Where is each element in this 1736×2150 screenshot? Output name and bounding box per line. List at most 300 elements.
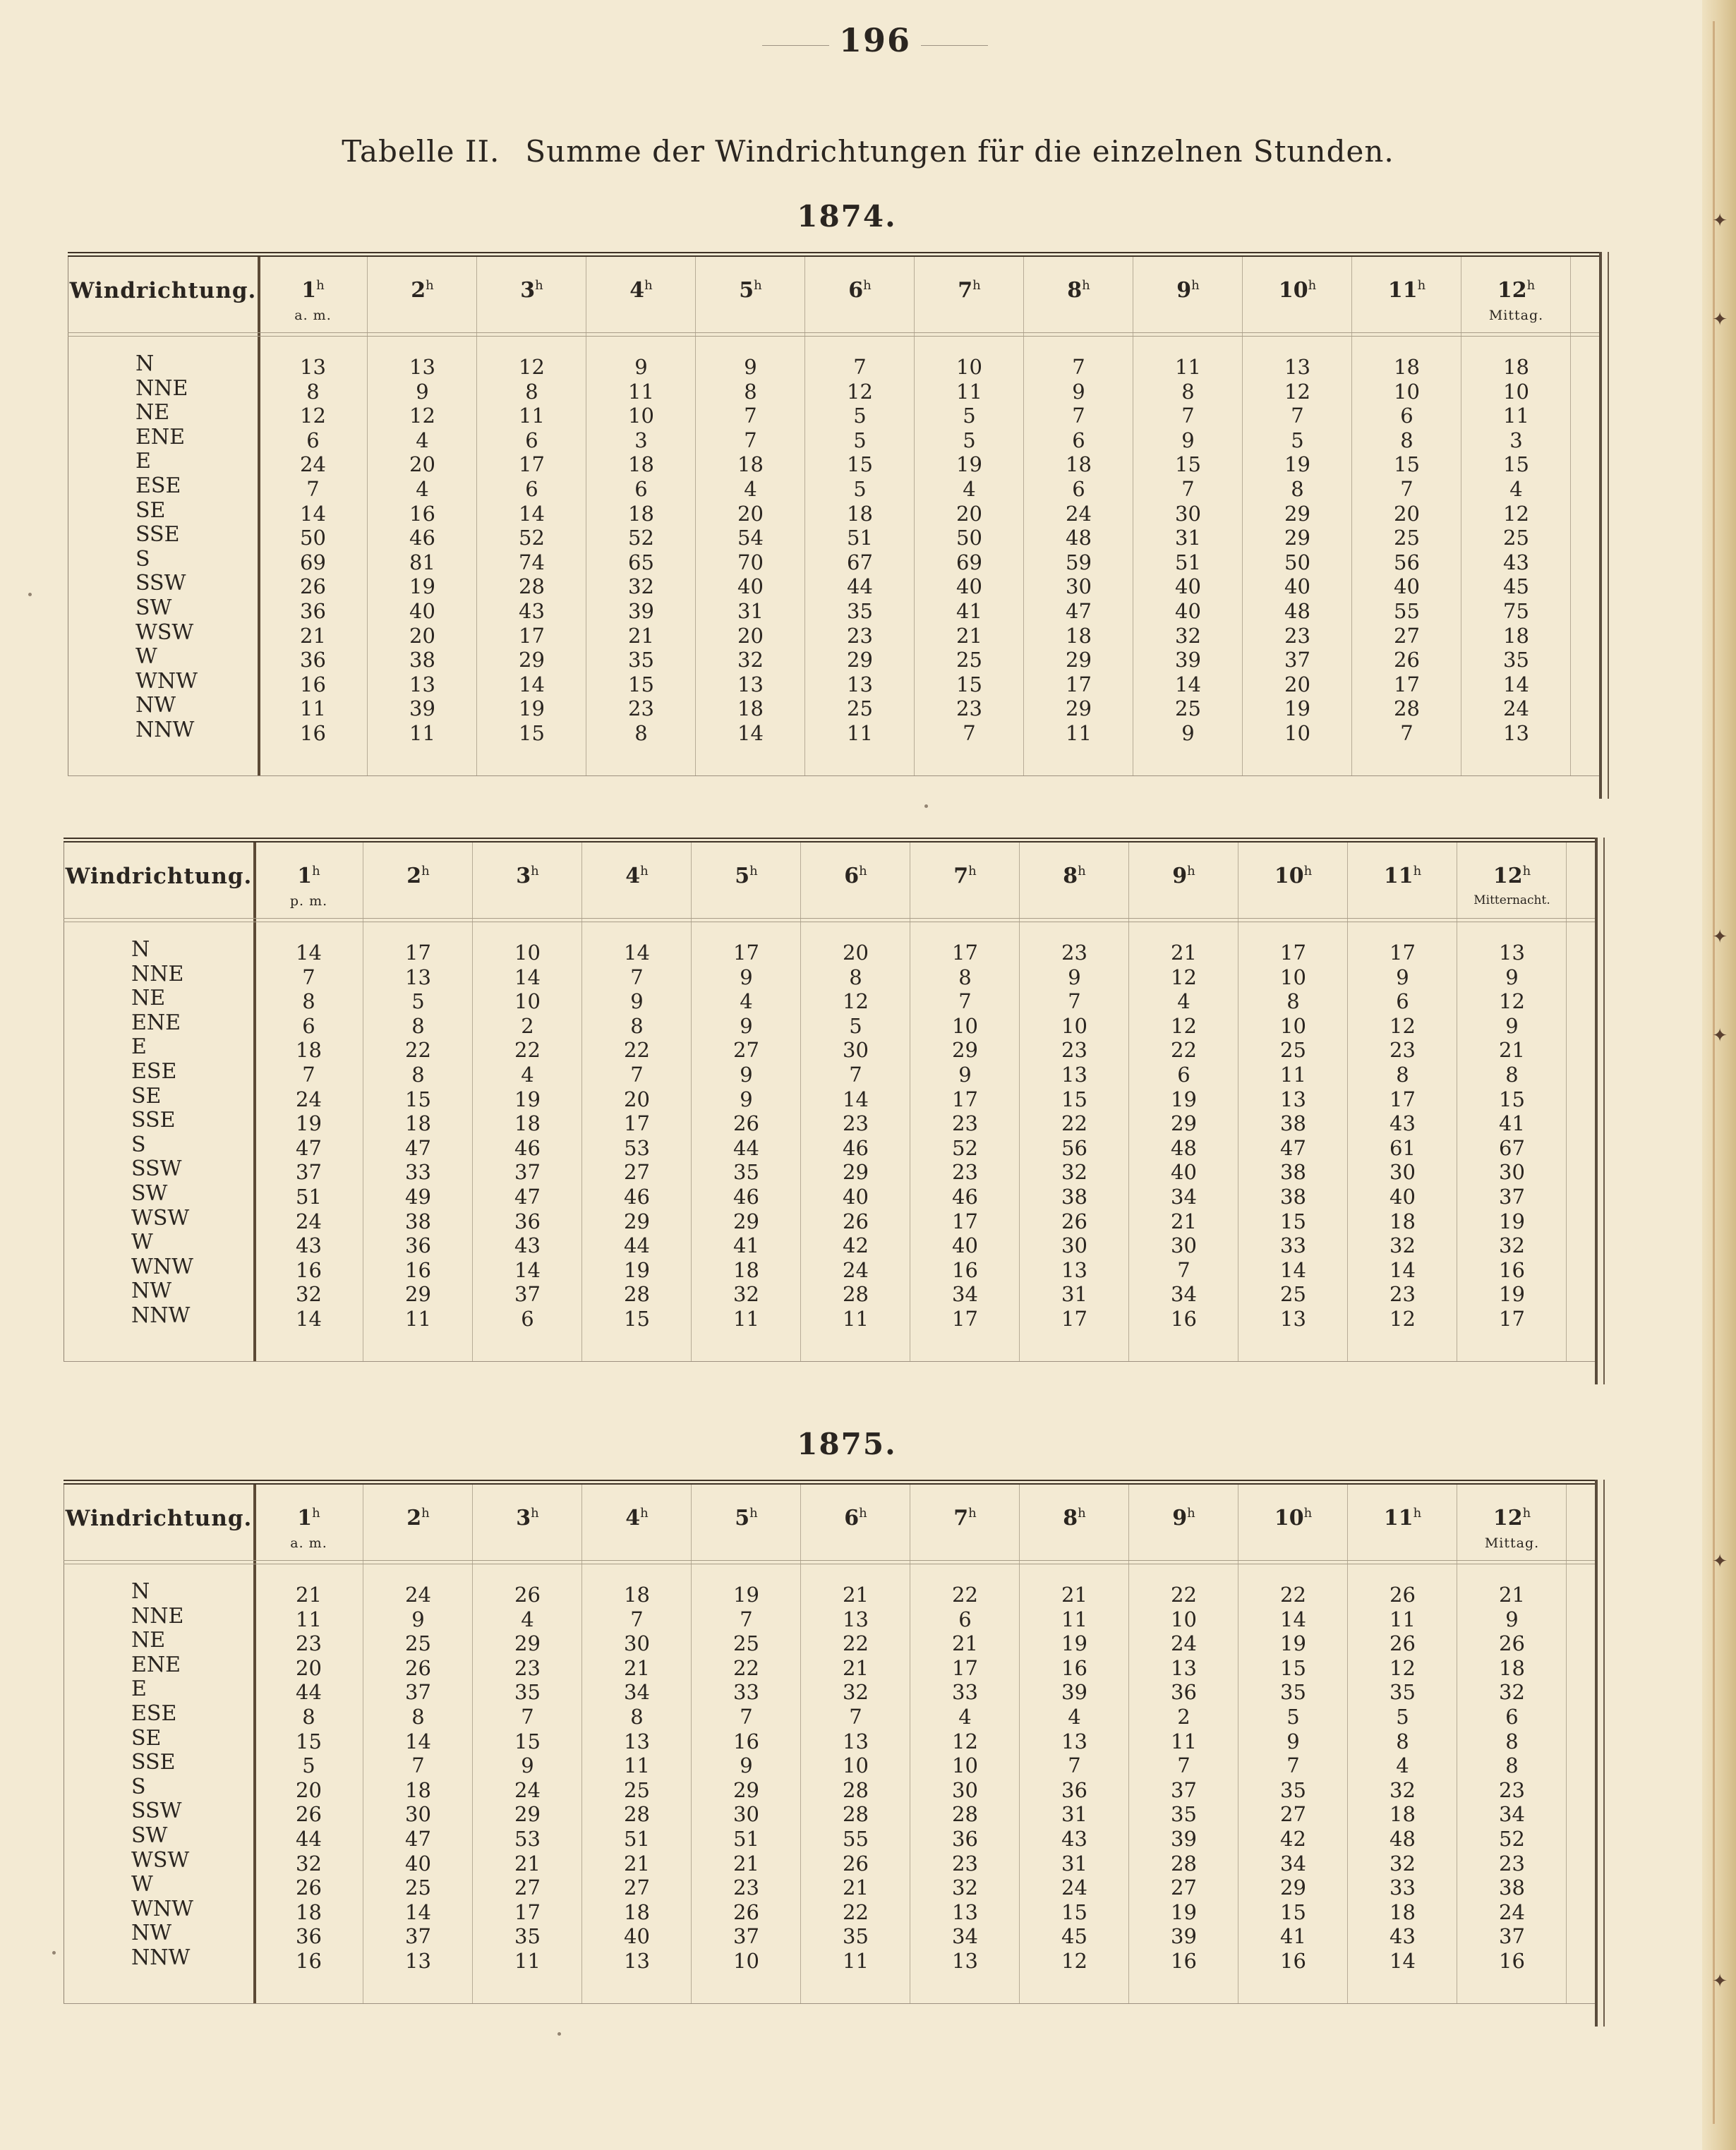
paper-speck [28, 593, 32, 596]
table-cell: 41 [1280, 1924, 1306, 1949]
row-header: Windrichtung. [69, 278, 257, 303]
hour-number: 10 [1274, 864, 1304, 888]
table-cell: 10 [952, 1013, 978, 1038]
direction-label: N [135, 351, 155, 376]
hour-header [1129, 1506, 1238, 1530]
direction-label: NW [131, 1279, 172, 1304]
direction-label: WNW [135, 668, 198, 694]
table-cell: 19 [1280, 1631, 1306, 1656]
table-cell: 19 [1284, 452, 1310, 477]
hour-number: 12 [1497, 278, 1527, 303]
table-cell: 18 [405, 1111, 431, 1136]
table-cell: 21 [733, 1851, 759, 1876]
table-cell: 25 [405, 1876, 431, 1900]
table-cell: 9 [740, 1087, 753, 1111]
table-cell: 31 [1061, 1851, 1087, 1876]
table-cell: 6 [521, 1307, 534, 1331]
table-cell: 24 [843, 1257, 869, 1282]
table-cell: 37 [1284, 648, 1310, 672]
table-cell: 21 [843, 1583, 869, 1607]
table-cell: 11 [1171, 1729, 1197, 1753]
table-cell: 27 [1394, 623, 1420, 648]
table-cell: 4 [740, 989, 753, 1014]
table-cell: 22 [405, 1038, 431, 1063]
table-cell: 74 [519, 550, 545, 574]
table-cell: 11 [1175, 355, 1201, 379]
table-cell: 46 [409, 526, 435, 550]
hour-unit: h [1187, 864, 1195, 878]
paper-speck [52, 1951, 56, 1955]
table-cell: 11 [1390, 1607, 1416, 1631]
hour-number: 10 [1274, 1506, 1304, 1530]
table-cell: 10 [1280, 1013, 1306, 1038]
table-cell: 21 [1061, 1583, 1087, 1607]
table-cell: 52 [1499, 1827, 1525, 1851]
hour-header [1238, 864, 1348, 888]
table-cell: 10 [514, 989, 541, 1014]
table-cell: 53 [624, 1135, 650, 1160]
hour-header [692, 864, 801, 888]
table-cell: 16 [296, 1257, 322, 1282]
table-cell: 23 [1061, 941, 1087, 965]
row-header: Windrichtung. [65, 864, 253, 889]
table-cell: 33 [952, 1680, 978, 1705]
table-cell: 28 [843, 1282, 869, 1307]
table-cell: 13 [952, 1900, 978, 1924]
hour-number: 4 [625, 864, 641, 888]
table-cell: 7 [521, 1705, 534, 1729]
table-cell: 15 [1280, 1900, 1306, 1924]
hour-unit: h [421, 864, 430, 878]
hour-header [1352, 278, 1461, 303]
table-cell: 39 [628, 599, 654, 623]
wind-table-1874-am [68, 252, 1599, 776]
table-cell: 13 [1061, 1257, 1087, 1282]
table-cell: 19 [1499, 1282, 1525, 1307]
table-cell: 13 [843, 1729, 869, 1753]
table-cell: 16 [405, 1257, 431, 1282]
table-cell: 23 [956, 696, 982, 721]
table-cell: 7 [1291, 404, 1304, 428]
table-cell: 70 [737, 550, 764, 574]
hour-header [1461, 278, 1571, 303]
table-cell: 17 [952, 1087, 978, 1111]
first-hour-sublabel: a. m. [294, 308, 332, 323]
table-cell: 15 [519, 721, 545, 745]
hour-unit: h [531, 1506, 539, 1521]
table-cell: 4 [1177, 989, 1191, 1014]
table-cell: 35 [847, 599, 873, 623]
direction-label: NNE [135, 375, 188, 401]
table-cell: 8 [849, 965, 862, 989]
table-cell: 26 [514, 1583, 541, 1607]
table-cell: 24 [405, 1583, 431, 1607]
table-cell: 27 [733, 1038, 759, 1063]
table-cell: 29 [519, 648, 545, 672]
hour-number: 6 [848, 278, 864, 303]
table-cell: 28 [1394, 696, 1420, 721]
table-cell: 43 [519, 599, 545, 623]
hour-unit: h [640, 864, 649, 878]
table-cell: 26 [1390, 1631, 1416, 1656]
table-cell: 52 [628, 526, 654, 550]
table-cell: 13 [1061, 1729, 1087, 1753]
hour-number: 2 [406, 1506, 422, 1530]
table-cell: 18 [405, 1777, 431, 1802]
table-cell: 16 [1171, 1307, 1197, 1331]
table-cell: 8 [302, 989, 315, 1014]
table-cell: 48 [1390, 1827, 1416, 1851]
table-cell: 21 [1171, 1209, 1197, 1233]
direction-label: NNE [131, 1603, 184, 1629]
table-cell: 25 [956, 648, 982, 672]
table-cell: 7 [1072, 355, 1085, 379]
table-cell: 11 [956, 379, 982, 404]
table-cell: 13 [1284, 355, 1310, 379]
table-cell: 23 [514, 1655, 541, 1680]
table-cell: 26 [296, 1802, 322, 1827]
table-cell: 47 [405, 1135, 431, 1160]
table-cell: 9 [521, 1753, 534, 1778]
table-cell: 6 [1177, 1063, 1191, 1087]
table-cell: 19 [514, 1087, 541, 1111]
table-cell: 12 [1503, 501, 1529, 526]
table-cell: 13 [847, 672, 873, 696]
table-cell: 51 [847, 526, 873, 550]
table-cell: 15 [1061, 1087, 1087, 1111]
table-cell: 29 [1171, 1111, 1197, 1136]
table-cell: 17 [405, 941, 431, 965]
table-cell: 7 [740, 1705, 753, 1729]
table-cell: 22 [733, 1655, 759, 1680]
table-cell: 18 [1066, 452, 1092, 477]
table-cell: 7 [1072, 404, 1085, 428]
table-cell: 51 [296, 1185, 322, 1209]
table-cell: 12 [1061, 1949, 1087, 1973]
table-cell: 27 [1171, 1876, 1197, 1900]
hour-header [1129, 864, 1238, 888]
table-cell: 19 [956, 452, 982, 477]
table-cell: 22 [1061, 1111, 1087, 1136]
table-cell: 13 [1061, 1063, 1087, 1087]
table-cell: 35 [1280, 1680, 1306, 1705]
table-cell: 7 [744, 428, 757, 452]
table-cell: 47 [405, 1827, 431, 1851]
table-cell: 23 [1390, 1282, 1416, 1307]
table-cell: 17 [624, 1111, 650, 1136]
table-cell: 17 [952, 1655, 978, 1680]
table-cell: 13 [1171, 1655, 1197, 1680]
table-cell: 26 [1390, 1583, 1416, 1607]
table-cell: 8 [630, 1705, 644, 1729]
table-cell: 13 [405, 1949, 431, 1973]
table-cell: 36 [514, 1209, 541, 1233]
hour-unit: h [1082, 278, 1090, 293]
table-cell: 9 [1181, 428, 1195, 452]
table-cell: 26 [300, 574, 326, 599]
table-cell: 8 [1291, 477, 1304, 501]
table-cell: 20 [1394, 501, 1420, 526]
table-cell: 12 [1284, 379, 1310, 404]
hour-number: 7 [958, 278, 973, 303]
table-cell: 25 [1503, 526, 1529, 550]
table-cell: 14 [405, 1729, 431, 1753]
table-cell: 13 [1280, 1087, 1306, 1111]
table-cell: 20 [409, 623, 435, 648]
direction-label: E [131, 1677, 147, 1702]
table-cell: 59 [1066, 550, 1092, 574]
hour-number: 11 [1387, 278, 1418, 303]
table-cell: 7 [853, 355, 867, 379]
table-cell: 8 [630, 1013, 644, 1038]
hour-unit: h [1526, 278, 1536, 293]
hour-number: 2 [406, 864, 422, 888]
table-cell: 7 [744, 404, 757, 428]
last-hour-sublabel: Mittag. [1484, 1535, 1540, 1551]
table-cell: 19 [296, 1111, 322, 1136]
year-heading-1874: 1874. [797, 199, 897, 234]
table-cell: 21 [843, 1655, 869, 1680]
table-cell: 35 [843, 1924, 869, 1949]
table-cell: 17 [733, 941, 759, 965]
table-cell: 21 [843, 1876, 869, 1900]
hour-unit: h [421, 1506, 430, 1521]
table-cell: 23 [1390, 1038, 1416, 1063]
hour-header [805, 278, 915, 303]
table-cell: 29 [1066, 648, 1092, 672]
table-cell: 20 [843, 941, 869, 965]
table-cell: 17 [1280, 941, 1306, 965]
table-cell: 27 [624, 1160, 650, 1185]
table-cell: 3 [634, 428, 648, 452]
table-cell: 21 [296, 1583, 322, 1607]
table-cell: 23 [952, 1851, 978, 1876]
table-cell: 7 [630, 1063, 644, 1087]
table-cell: 17 [1394, 672, 1420, 696]
table-cell: 43 [1390, 1111, 1416, 1136]
table-cell: 20 [737, 501, 764, 526]
table-cell: 21 [1171, 941, 1197, 965]
table-cell: 47 [514, 1185, 541, 1209]
caption-prefix: Tabelle II. [342, 134, 500, 169]
table-cell: 17 [1061, 1307, 1087, 1331]
table-cell: 7 [1068, 989, 1081, 1014]
hour-unit: h [312, 864, 320, 878]
direction-label: SSE [131, 1750, 176, 1775]
table-cell: 67 [847, 550, 873, 574]
table-cell: 17 [1390, 1087, 1416, 1111]
table-cell: 7 [302, 1063, 315, 1087]
table-cell: 5 [302, 1753, 315, 1778]
table-cell: 28 [843, 1802, 869, 1827]
hour-number: 6 [844, 1506, 860, 1530]
table-cell: 10 [1394, 379, 1420, 404]
hour-unit: h [1522, 1506, 1531, 1521]
table-cell: 44 [733, 1135, 759, 1160]
table-cell: 24 [300, 452, 326, 477]
table-cell: 47 [1066, 599, 1092, 623]
table-cell: 9 [740, 1063, 753, 1087]
table-cell: 35 [1390, 1680, 1416, 1705]
table-cell: 7 [630, 965, 644, 989]
table-cell: 5 [853, 428, 867, 452]
direction-label: SSE [131, 1108, 176, 1133]
table-cell: 39 [1175, 648, 1201, 672]
hour-header [1024, 278, 1133, 303]
table-cell: 21 [956, 623, 982, 648]
table-cell: 37 [1499, 1924, 1525, 1949]
page-edge-rule [1713, 21, 1715, 2124]
table-cell: 42 [843, 1233, 869, 1258]
table-cell: 2 [1177, 1705, 1191, 1729]
table-cell: 9 [634, 355, 648, 379]
table-cell: 17 [514, 1900, 541, 1924]
hour-number: 9 [1172, 864, 1188, 888]
table-cell: 69 [956, 550, 982, 574]
table-cell: 8 [411, 1063, 425, 1087]
paper-speck [924, 804, 928, 808]
table-cell: 7 [963, 721, 976, 745]
table-cell: 12 [1390, 1655, 1416, 1680]
table-cell: 40 [956, 574, 982, 599]
table-cell: 40 [1171, 1160, 1197, 1185]
hour-unit: h [535, 278, 543, 293]
table-cell: 11 [624, 1753, 650, 1778]
table-cell: 10 [1284, 721, 1310, 745]
direction-label: SSW [131, 1156, 182, 1182]
table-cell: 14 [300, 501, 326, 526]
first-hour-sublabel: p. m. [289, 893, 328, 909]
table-cell: 38 [409, 648, 435, 672]
hour-number: 2 [411, 278, 426, 303]
table-cell: 36 [1171, 1680, 1197, 1705]
table-cell: 24 [514, 1777, 541, 1802]
hour-unit: h [1078, 864, 1086, 878]
table-cell: 8 [958, 965, 972, 989]
direction-label: SE [131, 1725, 162, 1751]
direction-label: WSW [131, 1847, 190, 1873]
table-cell: 8 [1400, 428, 1413, 452]
table-cell: 11 [1280, 1063, 1306, 1087]
hour-number: 4 [629, 278, 645, 303]
table-cell: 6 [634, 477, 648, 501]
table-cell: 3 [1509, 428, 1523, 452]
edge-mark: ✦ [1712, 1025, 1728, 1046]
table-cell: 7 [1177, 1257, 1191, 1282]
table-cell: 32 [733, 1282, 759, 1307]
table-cell: 4 [521, 1063, 534, 1087]
table-cell: 11 [300, 696, 326, 721]
table-cell: 5 [1286, 1705, 1300, 1729]
table-cell: 15 [956, 672, 982, 696]
table-cell: 32 [1499, 1680, 1525, 1705]
hour-header [1243, 278, 1352, 303]
direction-label: SW [131, 1823, 168, 1848]
table-cell: 13 [409, 672, 435, 696]
hour-number: 3 [520, 278, 536, 303]
hour-number: 9 [1172, 1506, 1188, 1530]
table-cell: 81 [409, 550, 435, 574]
table-cell: 40 [952, 1233, 978, 1258]
table-cell: 43 [514, 1233, 541, 1258]
table-cell: 25 [1394, 526, 1420, 550]
table-cell: 16 [733, 1729, 759, 1753]
table-cell: 23 [847, 623, 873, 648]
table-cell: 16 [409, 501, 435, 526]
hour-header [258, 278, 368, 303]
table-cell: 40 [409, 599, 435, 623]
table-cell: 23 [952, 1111, 978, 1136]
table-cell: 8 [634, 721, 648, 745]
hour-number: 5 [739, 278, 754, 303]
table-cell: 35 [514, 1680, 541, 1705]
table-cell: 30 [1499, 1160, 1525, 1185]
table-cell: 12 [1499, 989, 1525, 1014]
wind-table-1874-pm [64, 838, 1595, 1362]
table-cell: 38 [1280, 1111, 1306, 1136]
table-cell: 29 [843, 1160, 869, 1185]
table-cell: 18 [624, 1583, 650, 1607]
table-cell: 75 [1503, 599, 1529, 623]
table-cell: 39 [1061, 1680, 1087, 1705]
table-cell: 10 [843, 1753, 869, 1778]
hour-header [1020, 864, 1129, 888]
table-cell: 38 [1280, 1185, 1306, 1209]
last-hour-sublabel: Mittag. [1488, 308, 1544, 323]
table-cell: 12 [1171, 965, 1197, 989]
hour-unit: h [312, 1506, 320, 1521]
table-cell: 24 [1503, 696, 1529, 721]
hour-number: 8 [1067, 278, 1083, 303]
direction-label: NE [131, 986, 166, 1011]
table-cell: 10 [733, 1949, 759, 1973]
table-cell: 12 [1171, 1013, 1197, 1038]
table-cell: 12 [847, 379, 873, 404]
table-cell: 37 [514, 1282, 541, 1307]
table-cell: 10 [952, 1753, 978, 1778]
table-cell: 13 [843, 1607, 869, 1631]
table-cell: 8 [1286, 989, 1300, 1014]
header-rule [68, 332, 1599, 337]
hour-number: 1 [297, 1506, 313, 1530]
table-cell: 18 [1503, 355, 1529, 379]
table-cell: 17 [952, 941, 978, 965]
table-cell: 14 [519, 672, 545, 696]
table-cell: 14 [514, 1257, 541, 1282]
table-cell: 9 [1505, 1013, 1519, 1038]
table-cell: 6 [302, 1013, 315, 1038]
direction-label: NW [135, 693, 176, 718]
hour-header [1133, 278, 1243, 303]
hour-number: 12 [1493, 1506, 1523, 1530]
hour-number: 7 [953, 864, 969, 888]
table-cell: 11 [514, 1949, 541, 1973]
table-cell: 4 [1509, 477, 1523, 501]
table-cell: 12 [843, 989, 869, 1014]
caption-title: Summe der Windrichtungen für die einzelnen Stunden. [525, 134, 1394, 169]
table-cell: 37 [733, 1924, 759, 1949]
direction-label: W [135, 644, 157, 670]
table-cell: 51 [1175, 550, 1201, 574]
table-cell: 14 [624, 941, 650, 965]
table-cell: 15 [1061, 1900, 1087, 1924]
table-cell: 47 [296, 1135, 322, 1160]
last-hour-sublabel: Mitternacht. [1473, 893, 1550, 907]
table-cell: 46 [733, 1185, 759, 1209]
table-cell: 16 [1499, 1949, 1525, 1973]
table-cell: 8 [1505, 1729, 1519, 1753]
table-cell: 30 [1175, 501, 1201, 526]
